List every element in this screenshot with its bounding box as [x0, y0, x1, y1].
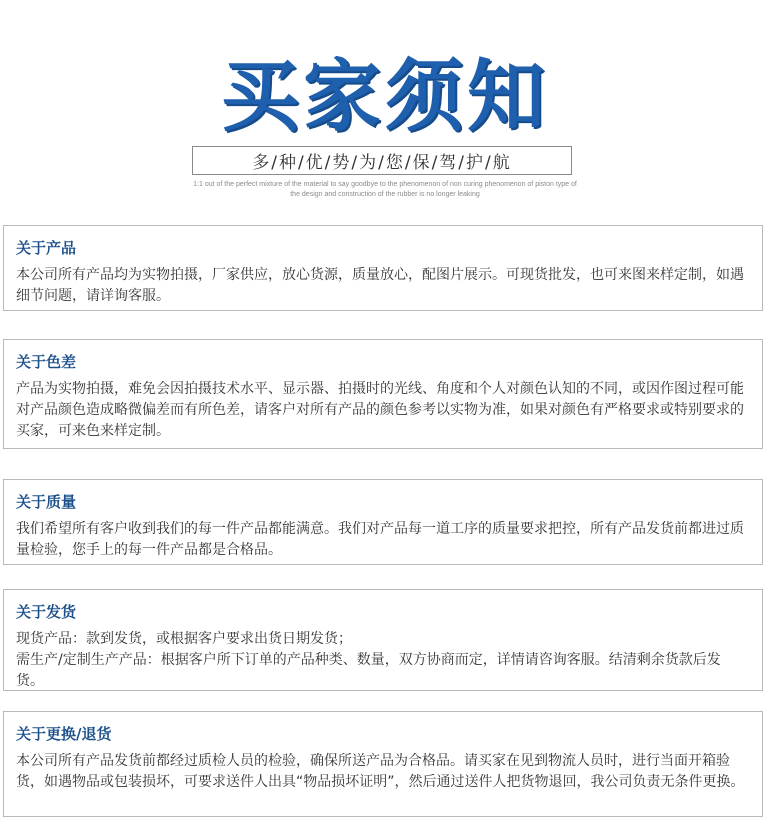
section-text: 本公司所有产品均为实物拍摄，厂家供应，放心货源，质量放心，配图片展示。可现货批发，也可来图来样定制，如遇细节问题，请详询客服。	[16, 267, 744, 304]
section-color-difference	[3, 339, 763, 449]
section-text: 本公司所有产品发货前都经过质检人员的检验，确保所送产品为合格品。请买家在见到物流人员时，进行当面开箱验货，如遇物品或包装损坏，可要求送件人出具“物品损坏证明”，然后通过送件人把货物退回，我公司负责无条件更换。	[16, 753, 745, 790]
section-text: 需生产/定制生产产品：根据客户所下订单的产品种类、数量，双方协商而定，详情请咨询客服。结清剩余货款后发货。	[16, 652, 721, 689]
section-exchange-return	[3, 711, 763, 817]
section-shipping	[3, 589, 763, 691]
page-title: 买家须知	[220, 52, 549, 142]
section-title: 关于色差	[16, 353, 77, 371]
section-body	[16, 379, 748, 442]
subtitle-banner: 多/种/优/势/为/您/保/驾/护/航	[192, 146, 572, 175]
section-text: 我们希望所有客户收到我们的每一件产品都能满意。我们对产品每一道工序的质量要求把控，所有产品发货前都进过质量检验，您手上的每一件产品都是合格品。	[16, 521, 744, 558]
section-title: 关于发货	[16, 603, 77, 621]
section-quality	[3, 479, 763, 565]
section-body	[16, 751, 748, 793]
english-tagline: 1:1 out of the perfect mixture of the material to say goodbye to the phenomenon of non curing phenomenon of piston type of the design and construction of the rubber is no longer leaking	[193, 181, 577, 198]
section-title: 关于质量	[16, 493, 77, 511]
section-title: 关于产品	[16, 239, 77, 257]
page-header	[0, 0, 770, 210]
section-title: 关于更换/退货	[16, 725, 112, 743]
section-text: 产品为实物拍摄，难免会因拍摄技术水平、显示器、拍摄时的光线、角度和个人对颜色认知的不同，或因作图过程可能对产品颜色造成略微偏差而有所色差，请客户对所有产品的颜色参考以实物为准，如果对颜色有严格要求或特别要求的买家，可来色来样定制。	[16, 381, 744, 439]
section-text: 现货产品：款到发货，或根据客户要求出货日期发货；	[16, 631, 352, 647]
section-body	[16, 519, 748, 561]
section-body	[16, 265, 748, 307]
section-body	[16, 629, 748, 692]
section-product	[3, 225, 763, 311]
